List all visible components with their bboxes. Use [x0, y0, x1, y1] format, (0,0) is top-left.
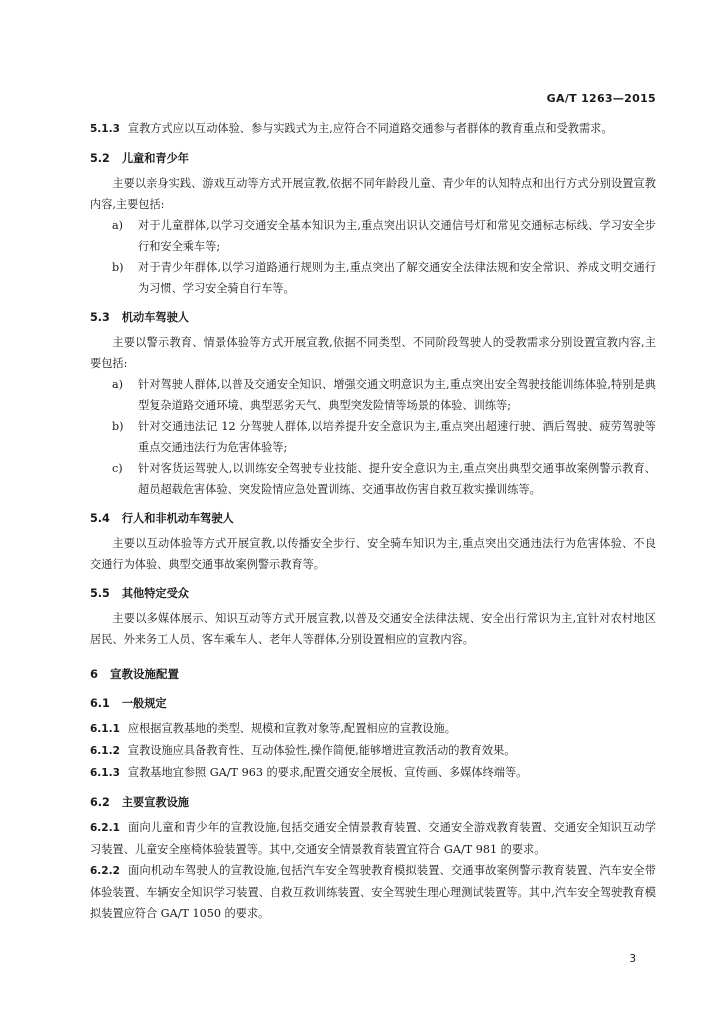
heading-5-4: 5.4 行人和非机动车驾驶人	[90, 512, 234, 525]
clause-6-1-3: 6.1.3 宣教基地宜参照 GA/T 963 的要求,配置交通安全展板、宣传画、多媒体终端等。	[90, 766, 528, 779]
heading-5-3: 5.3 机动车驾驶人	[90, 311, 189, 324]
document-body	[90, 118, 656, 924]
clause-6-2-2: 6.2.2 面向机动车驾驶人的宣教设施,包括汽车安全驾驶教育模拟装置、交通事故案例警示教育装置、汽车安全带体验装置、车辆安全知识学习装置、自救互救训练装置、安全驾驶生理心理测试装置等。其中,汽车安全驾驶教育模拟装置应符合 GA/T 1050 的要求。	[90, 864, 656, 920]
heading-6-2: 6.2 主要宣教设施	[90, 796, 189, 809]
list-item: c) 针对客货运驾驶人,以训练安全驾驶专业技能、提升安全意识为主,重点突出典型交通事故案例警示教育、超员超载危害体验、突发险情应急处置训练、交通事故伤害自救互救实操训练等。	[112, 462, 656, 496]
clause-6-1-2: 6.1.2 宣教设施应具备教育性、互动体验性,操作简便,能够增进宣教活动的教育效果。	[90, 744, 516, 757]
heading-5-5: 5.5 其他特定受众	[90, 587, 189, 600]
list-item: a) 对于儿童群体,以学习交通安全基本知识为主,重点突出识认交通信号灯和常见交通标志标线、学习安全步行和安全乘车等;	[112, 219, 656, 253]
paragraph: 主要以亲身实践、游戏互动等方式开展宣教,依据不同年龄段儿童、青少年的认知特点和出行方式分别设置宣教内容,主要包括:	[90, 177, 656, 211]
paragraph: 主要以互动体验等方式开展宣教,以传播安全步行、安全骑车知识为主,重点突出交通违法行为危害体验、不良交通行为体验、典型交通事故案例警示教育等。	[90, 537, 656, 571]
paragraph: 主要以多媒体展示、知识互动等方式开展宣教,以普及交通安全法律法规、安全出行常识为主,宜针对农村地区居民、外来务工人员、客车乘车人、老年人等群体,分别设置相应的宣教内容。	[90, 612, 656, 646]
list-item: b) 针对交通违法记 12 分驾驶人群体,以培养提升安全意识为主,重点突出超速行驶、酒后驾驶、疲劳驾驶等重点交通违法行为危害体验等;	[112, 420, 656, 454]
standard-code: GA/T 1263—2015	[546, 92, 656, 105]
list-item: b) 对于青少年群体,以学习道路通行规则为主,重点突出了解交通安全法律法规和安全常识、养成文明交通行为习惯、学习安全骑自行车等。	[112, 261, 656, 295]
list-item: a) 针对驾驶人群体,以普及交通安全知识、增强交通文明意识为主,重点突出安全驾驶技能训练体验,特别是典型复杂道路交通环境、典型恶劣天气、典型突发险情等场景的体验、训练等;	[112, 378, 656, 412]
clause-6-1-1: 6.1.1 应根据宣教基地的类型、规模和宣教对象等,配置相应的宣教设施。	[90, 722, 456, 735]
heading-5-2: 5.2 儿童和青少年	[90, 152, 189, 165]
heading-6: 6 宣教设施配置	[90, 667, 180, 681]
heading-6-1: 6.1 一般规定	[90, 697, 167, 710]
clause-6-2-1: 6.2.1 面向儿童和青少年的宣教设施,包括交通安全情景教育装置、交通安全游戏教育装置、交通安全知识互动学习装置、儿童安全座椅体验装置等。其中,交通安全情景教育装置宜符合 GA/T 981 的要求。	[90, 821, 656, 856]
paragraph: 主要以警示教育、情景体验等方式开展宣教,依据不同类型、不同阶段驾驶人的受教需求分别设置宣教内容,主要包括:	[90, 336, 656, 370]
page-number: 3	[629, 953, 636, 965]
clause-5-1-3: 5.1.3 宣教方式应以互动体验、参与实践式为主,应符合不同道路交通参与者群体的教育重点和受教需求。	[90, 122, 613, 135]
